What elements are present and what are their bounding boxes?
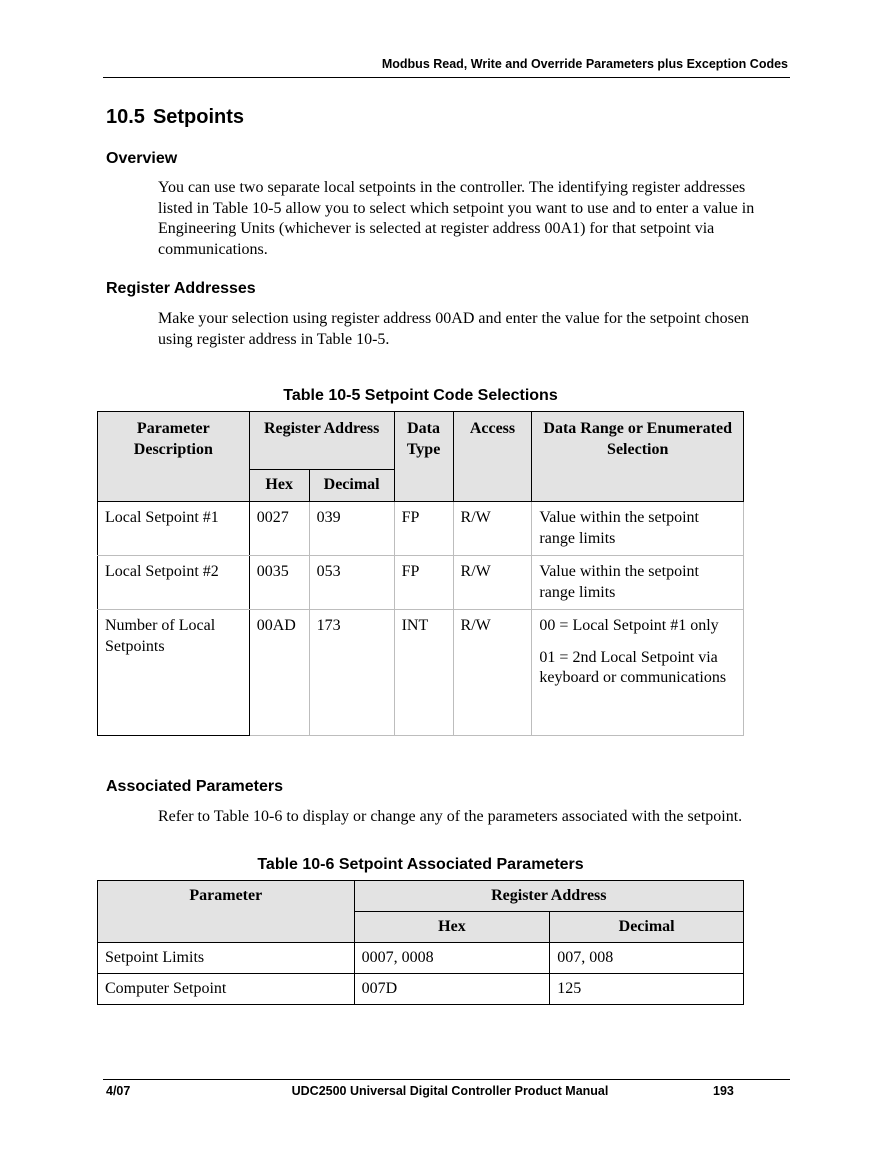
cell-access: R/W bbox=[453, 502, 532, 556]
section-title bbox=[106, 106, 244, 129]
cell-decimal: 007, 008 bbox=[550, 943, 744, 974]
cell-hex: 00AD bbox=[249, 610, 309, 736]
footer-rule bbox=[103, 1079, 790, 1080]
cell-parameter: Local Setpoint #1 bbox=[98, 502, 250, 556]
cell-decimal: 039 bbox=[309, 502, 394, 556]
col-header-data-type: Data Type bbox=[394, 412, 453, 502]
associated-parameters-table bbox=[97, 880, 744, 1005]
col-header-register-address: Register Address bbox=[249, 412, 394, 470]
cell-hex: 0007, 0008 bbox=[354, 943, 550, 974]
col-header-range: Data Range or Enumerated Selection bbox=[532, 412, 744, 502]
cell-data-type: FP bbox=[394, 556, 453, 610]
footer-date: 4/07 bbox=[106, 1084, 131, 1098]
setpoint-code-table bbox=[97, 411, 744, 736]
cell-parameter: Local Setpoint #2 bbox=[98, 556, 250, 610]
table-row bbox=[98, 610, 744, 736]
register-addresses-paragraph: Make your selection using register address 00AD and enter the value for the setpoint chosen using register address in Table 10-5. bbox=[158, 310, 749, 348]
cell-range: Value within the setpoint range limits bbox=[532, 502, 744, 556]
cell-hex: 0035 bbox=[249, 556, 309, 610]
col-header-hex: Hex bbox=[249, 470, 309, 502]
col-header-hex: Hex bbox=[354, 912, 550, 943]
cell-hex: 0027 bbox=[249, 502, 309, 556]
table-10-5-caption: Table 10-5 Setpoint Code Selections bbox=[283, 387, 558, 404]
table-row bbox=[98, 974, 744, 1005]
footer-manual-title: UDC2500 Universal Digital Controller Product Manual bbox=[291, 1084, 609, 1098]
page-number: 193 bbox=[713, 1084, 734, 1098]
overview-heading: Overview bbox=[106, 150, 178, 167]
col-header-parameter: Parameter bbox=[98, 881, 355, 943]
register-addresses-heading: Register Addresses bbox=[106, 280, 256, 297]
col-header-parameter: Parameter Description bbox=[98, 412, 250, 502]
cell-hex: 007D bbox=[354, 974, 550, 1005]
cell-data-type: FP bbox=[394, 502, 453, 556]
cell-decimal: 173 bbox=[309, 610, 394, 736]
associated-parameters-paragraph: Refer to Table 10-6 to display or change any of the parameters associated with the setpoint. bbox=[158, 808, 743, 825]
table-10-6-caption: Table 10-6 Setpoint Associated Parameters bbox=[257, 856, 584, 873]
cell-access: R/W bbox=[453, 610, 532, 736]
col-header-decimal: Decimal bbox=[309, 470, 394, 502]
table-row bbox=[98, 502, 744, 556]
cell-parameter: Setpoint Limits bbox=[98, 943, 355, 974]
table-row bbox=[98, 943, 744, 974]
header-rule bbox=[103, 77, 790, 78]
col-header-access: Access bbox=[453, 412, 532, 502]
col-header-decimal: Decimal bbox=[550, 912, 744, 943]
cell-access: R/W bbox=[453, 556, 532, 610]
section-number: 10.5 bbox=[106, 106, 145, 128]
cell-data-type: INT bbox=[394, 610, 453, 736]
cell-decimal: 125 bbox=[550, 974, 744, 1005]
range-option: 01 = 2nd Local Setpoint via keyboard or communications bbox=[539, 648, 727, 686]
cell-range: Value within the setpoint range limits bbox=[532, 556, 744, 610]
cell-range bbox=[532, 610, 744, 736]
overview-paragraph: You can use two separate local setpoints in the controller. The identifying register addresses listed in Table 10-5 allow you to select which setpoint you want to use and to enter a value in Engineering Units (whichever is selected at register address 00A1) for that setpoint via communications. bbox=[158, 179, 755, 258]
range-option: 00 = Local Setpoint #1 only bbox=[539, 617, 719, 634]
running-header: Modbus Read, Write and Override Parameters plus Exception Codes bbox=[381, 57, 788, 71]
section-title-text: Setpoints bbox=[152, 106, 245, 128]
cell-parameter: Number of Local Setpoints bbox=[98, 610, 250, 736]
col-header-register-address: Register Address bbox=[354, 881, 743, 912]
associated-parameters-heading: Associated Parameters bbox=[106, 778, 283, 795]
cell-parameter: Computer Setpoint bbox=[98, 974, 355, 1005]
table-row bbox=[98, 556, 744, 610]
cell-decimal: 053 bbox=[309, 556, 394, 610]
